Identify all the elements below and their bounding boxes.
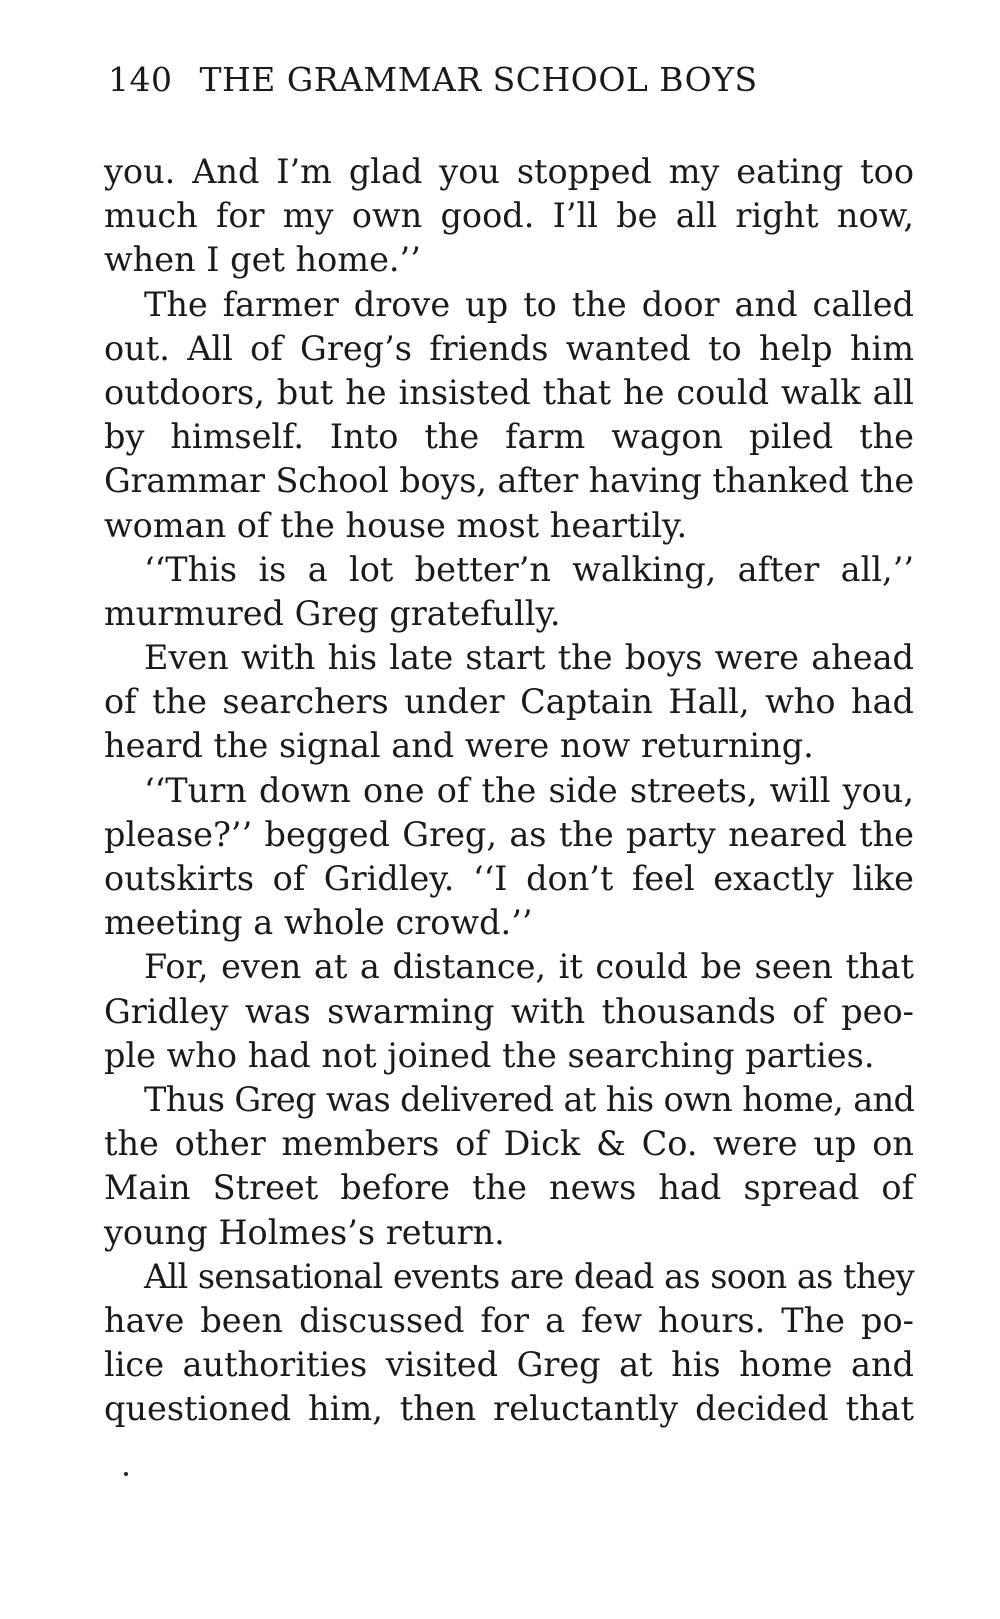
text-line: Even with his late start the boys were ahead: [144, 638, 914, 678]
text-line: you. And I’m glad you stopped my eating too: [104, 152, 914, 191]
text-line: questioned him, then reluctantly decided that: [104, 1389, 914, 1429]
text-line: by himself. Into the farm wagon piled the: [104, 417, 914, 457]
text-line: For, even at a distance, it could be seen that: [144, 947, 914, 987]
body-text: [104, 150, 914, 1431]
text-line: Thus Greg was delivered at his own home, and: [144, 1079, 915, 1119]
running-title: THE GRAMMAR SCHOOL BOYS: [199, 60, 758, 99]
text-line: Grammar School boys, after having thanked the: [104, 461, 914, 501]
text-line: heard the signal and were now returning.: [104, 726, 814, 766]
page-number: 140: [108, 60, 173, 99]
text-line: when I get home.’’: [104, 240, 421, 280]
text-line: ‘‘Turn down one of the side streets, will you,: [144, 770, 914, 810]
running-header: [108, 58, 868, 102]
text-line: please?’’ begged Greg, as the party neared the: [104, 814, 914, 854]
text-line: outdoors, but he insisted that he could walk all: [104, 372, 914, 412]
text-line: out. All of Greg’s friends wanted to help him: [104, 328, 914, 368]
text-line: Gridley was swarming with thousands of peo-: [104, 991, 914, 1031]
print-speck: [124, 1472, 128, 1476]
text-line: ple who had not joined the searching parties.: [104, 1035, 875, 1075]
text-line: lice authorities visited Greg at his home and: [104, 1345, 914, 1385]
text-line: All sensational events are dead as soon as they: [144, 1256, 914, 1296]
text-line: of the searchers under Captain Hall, who had: [104, 682, 914, 722]
text-line: Main Street before the news had spread of: [104, 1168, 914, 1208]
text-line: much for my own good. I’ll be all right now,: [104, 196, 914, 236]
text-line: murmured Greg gratefully.: [104, 593, 561, 633]
text-line: woman of the house most heartily.: [104, 505, 688, 545]
text-line: ‘‘This is a lot better’n walking, after all,’’: [144, 549, 914, 589]
text-line: meeting a whole crowd.’’: [104, 903, 533, 943]
text-line: have been discussed for a few hours. The po-: [104, 1300, 914, 1340]
text-line: the other members of Dick & Co. were up on: [104, 1124, 914, 1164]
text-line: The farmer drove up to the door and called: [144, 284, 914, 324]
text-line: young Holmes’s return.: [104, 1212, 505, 1252]
text-line: outskirts of Gridley. ‘‘I don’t feel exactly like: [104, 859, 914, 898]
